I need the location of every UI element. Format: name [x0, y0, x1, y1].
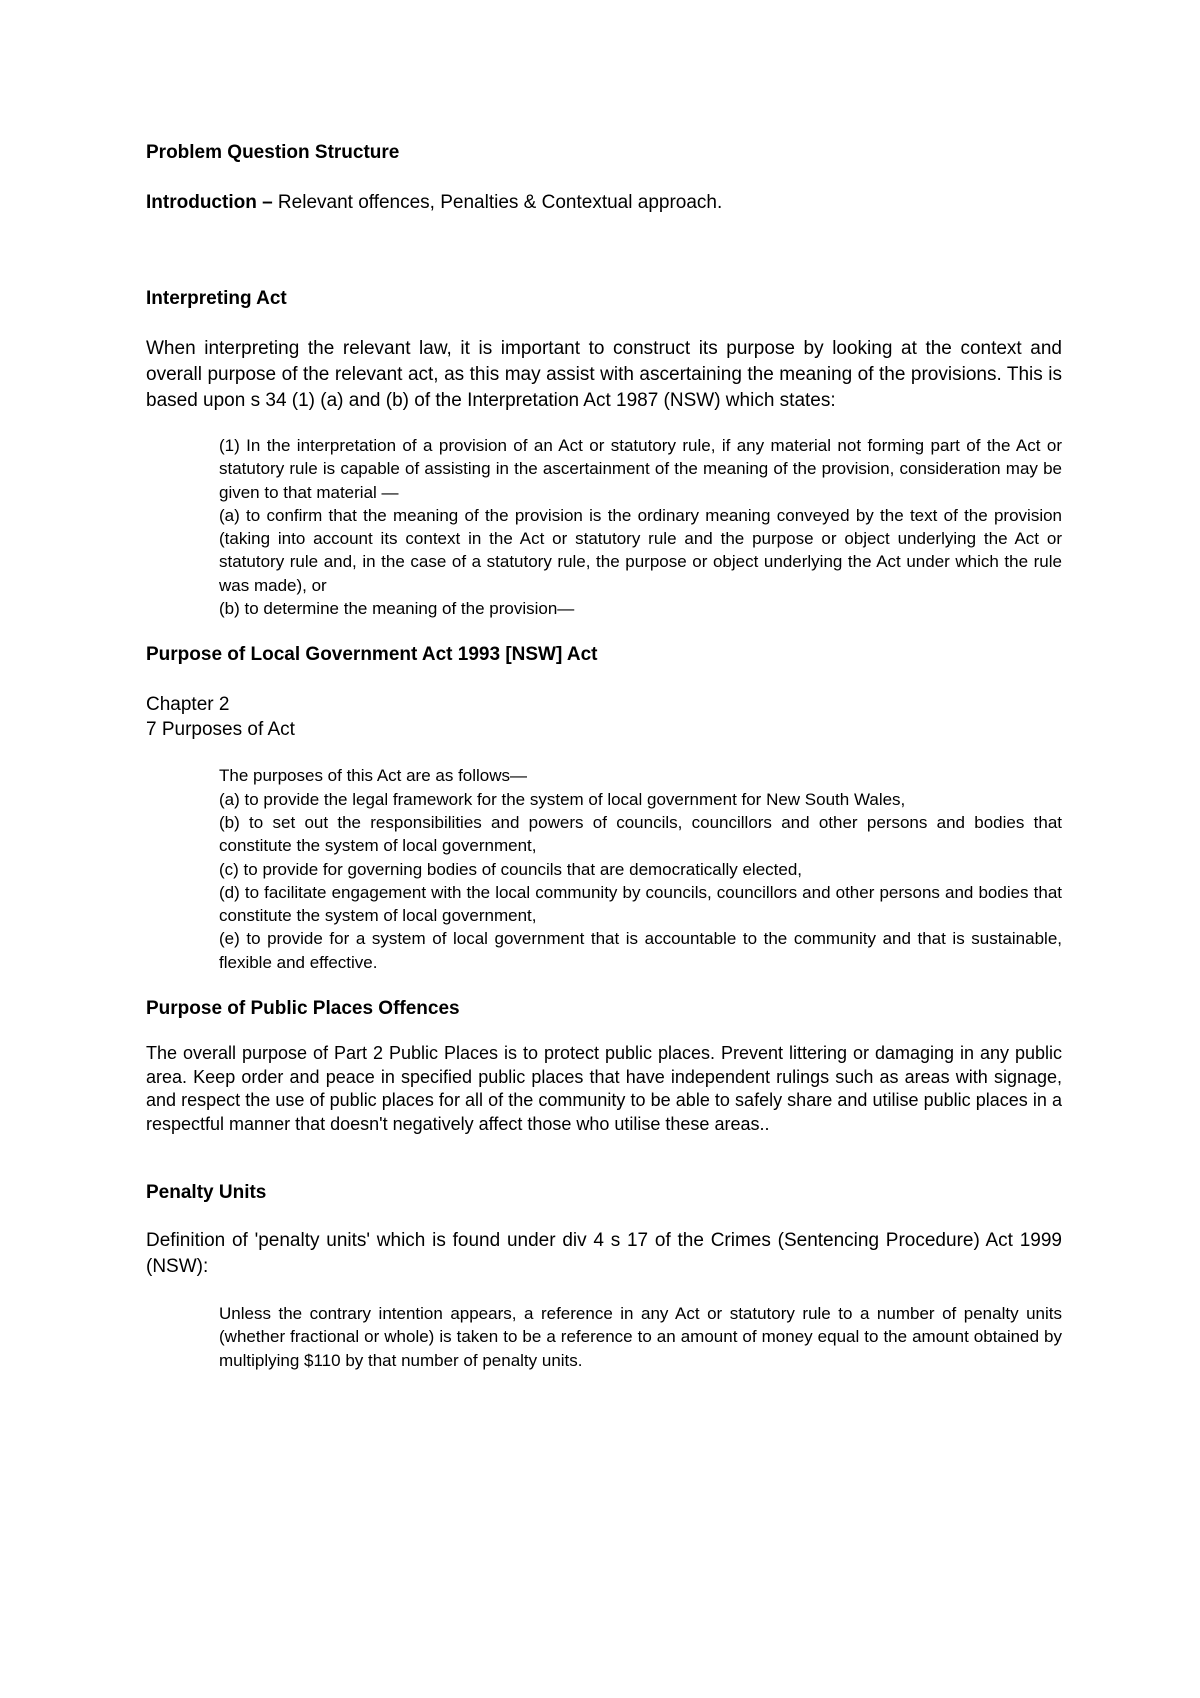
- quote-paragraph: (1) In the interpretation of a provision of an Act or statutory rule, if any material not forming part of the Act or statutory rule is capable of assisting in the ascertainment of the meaning of the provision, consideration may be given to that material —: [219, 436, 1062, 502]
- section-label: 7 Purposes of Act: [146, 719, 295, 741]
- introduction-text: Relevant offences, Penalties & Contextual approach.: [272, 192, 723, 213]
- quote-paragraph: (b) to set out the responsibilities and powers of councils, councillors and other persons and bodies that constitute the system of local government,: [219, 812, 1062, 856]
- penalty-units-quote: [219, 1302, 1062, 1372]
- lga-purposes-quote: [219, 764, 1062, 974]
- quote-paragraph: (a) to provide the legal framework for the system of local government for New South Wales,: [219, 789, 906, 809]
- quote-paragraph: (a) to confirm that the meaning of the provision is the ordinary meaning conveyed by the text of the provision (taking into account its context in the Act or statutory rule and the purpose or object underlying the Act or statutory rule and, in the case of a statutory rule, the purpose or object underlying the Act under which the rule was made), or: [219, 505, 1062, 595]
- quote-paragraph: (c) to provide for governing bodies of councils that are democratically elected,: [219, 859, 803, 879]
- introduction-line: [146, 190, 1062, 216]
- quote-paragraph: (e) to provide for a system of local government that is accountable to the community and that is sustainable, flexible and effective.: [219, 929, 1062, 972]
- penalty-units-paragraph: Definition of 'penalty units' which is found under div 4 s 17 of the Crimes (Sentencing Procedure) Act 1999 (NSW):: [146, 1230, 1062, 1278]
- public-places-paragraph: The overall purpose of Part 2 Public Places is to protect public places. Prevent littering or damaging in any public area. Keep order and peace in specified public places that have independent rulings such as areas with signage, and respect the use of public places for all of the community to be able to safely share and utilise public places in a respectful manner that doesn't negatively affect those who utilise these areas..: [146, 1043, 1062, 1134]
- quote-paragraph: Unless the contrary intention appears, a reference in any Act or statutory rule to a number of penalty units (whether fractional or whole) is taken to be a reference to an amount of money equal to the amount obtained by multiplying $110 by that number of penalty units.: [219, 1304, 1062, 1370]
- lga-purpose-heading: Purpose of Local Government Act 1993 [NSW] Act: [146, 644, 598, 666]
- quote-paragraph: The purposes of this Act are as follows—: [219, 766, 528, 786]
- document-page: [146, 140, 1062, 1372]
- interpretation-act-quote: [219, 434, 1062, 620]
- interpreting-act-paragraph: When interpreting the relevant law, it is important to construct its purpose by looking at the context and overall purpose of the relevant act, as this may assist with ascertaining the meaning of the provisions. This is based upon s 34 (1) (a) and (b) of the Interpretation Act 1987 (NSW) which states:: [146, 338, 1062, 411]
- introduction-label: Introduction –: [146, 192, 273, 213]
- public-places-heading: Purpose of Public Places Offences: [146, 998, 460, 1020]
- interpreting-act-heading: Interpreting Act: [146, 288, 287, 309]
- quote-paragraph: (b) to determine the meaning of the provision—: [219, 599, 575, 619]
- chapter-label: Chapter 2: [146, 694, 230, 716]
- document-title: Problem Question Structure: [146, 142, 400, 163]
- penalty-units-heading: Penalty Units: [146, 1182, 267, 1204]
- quote-paragraph: (d) to facilitate engagement with the local community by councils, councillors and other persons and bodies that constitute the system of local government,: [219, 882, 1062, 926]
